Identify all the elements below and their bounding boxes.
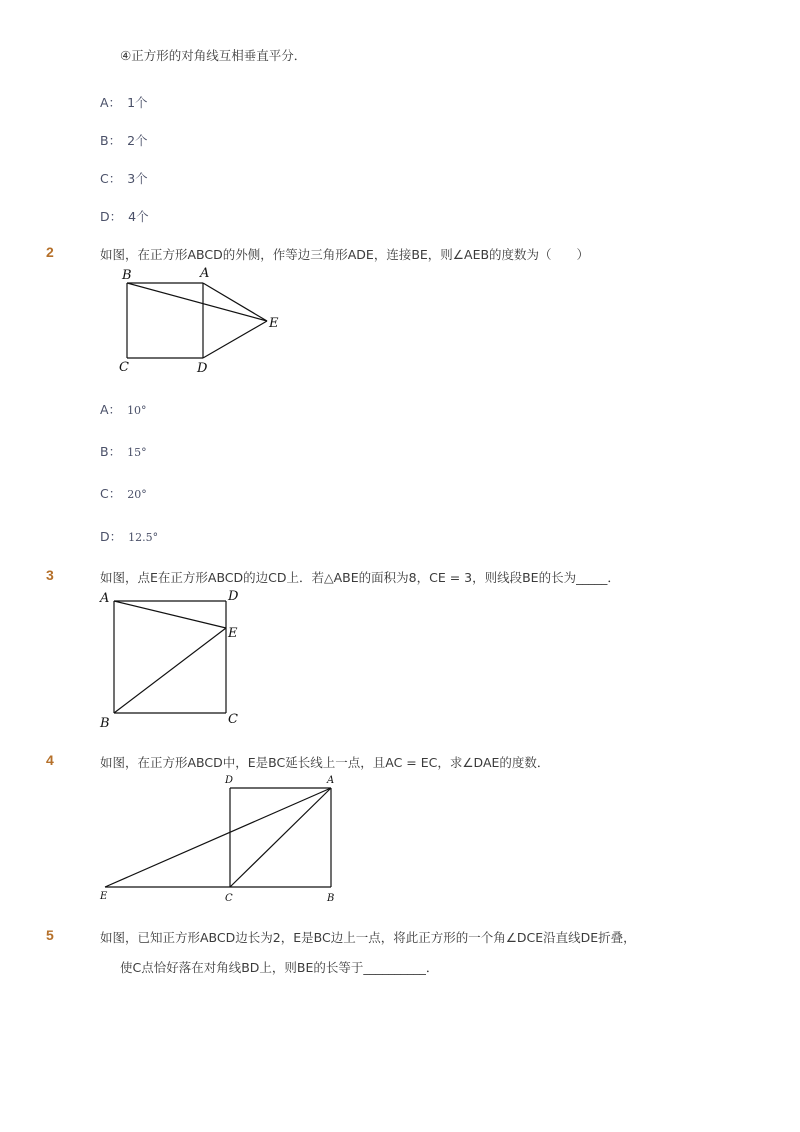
option-value: 1个 [127, 95, 148, 110]
q3-label-d: D [228, 589, 239, 604]
q2-text: 如图，在正方形ABCD的外侧，作等边三角形ADE，连接BE，则∠AEB的度数为（ ） [100, 247, 590, 262]
option-letter: D： [100, 529, 123, 544]
q3-text: 如图，点E在正方形ABCD的边CD上．若△ABE的面积为8，CE = 3，则线段BE的长为_____． [100, 570, 620, 585]
q2-label-b: B [122, 268, 132, 283]
option-letter: B： [100, 444, 122, 459]
q4-edge-ae [105, 788, 331, 887]
q4-label-e: E [100, 891, 108, 902]
q2-label-e: E [269, 316, 279, 331]
option-letter: A： [100, 402, 122, 417]
q2-number: 2 [46, 244, 54, 260]
q4-label-a: A [327, 775, 335, 786]
option-letter: B： [100, 133, 122, 148]
q3-label-c: C [228, 712, 238, 727]
q4-text: 如图，在正方形ABCD中，E是BC延长线上一点，且AC = EC，求∠DAE的度数． [100, 755, 550, 770]
q4-label-d: D [225, 775, 234, 786]
option-value: 4个 [128, 209, 149, 224]
option-value: 15° [127, 446, 147, 459]
q4-label-b: B [327, 893, 335, 904]
q1-statement-4: ④正方形的对角线互相垂直平分． [120, 48, 307, 63]
q4-edge-ac [230, 788, 331, 887]
q3-number: 3 [46, 567, 54, 583]
q5-number: 5 [46, 927, 54, 943]
option-letter: A： [100, 95, 122, 110]
option-value: 20° [127, 488, 147, 501]
option-value: 12.5° [128, 531, 159, 544]
option-letter: C： [100, 486, 122, 501]
q3-label-b: B [100, 716, 110, 731]
q2-label-c: C [119, 360, 129, 375]
q3-label-a: A [100, 591, 110, 606]
option-value: 3个 [127, 171, 148, 186]
option-letter: C： [100, 171, 122, 186]
q5-text-line2: 使C点恰好落在对角线BD上，则BE的长等于__________． [120, 960, 439, 975]
q3-label-e: E [228, 626, 238, 641]
option-letter: D： [100, 209, 123, 224]
q4-number: 4 [46, 752, 54, 768]
q2-label-d: D [197, 361, 208, 376]
q2-label-a: A [200, 266, 210, 281]
q4-label-c: C [225, 893, 233, 904]
option-value: 2个 [127, 133, 148, 148]
option-value: 10° [127, 404, 147, 417]
q5-text-line1: 如图，已知正方形ABCD边长为2，E是BC边上一点，将此正方形的一个角∠DCE沿直线DE折叠， [100, 930, 636, 945]
